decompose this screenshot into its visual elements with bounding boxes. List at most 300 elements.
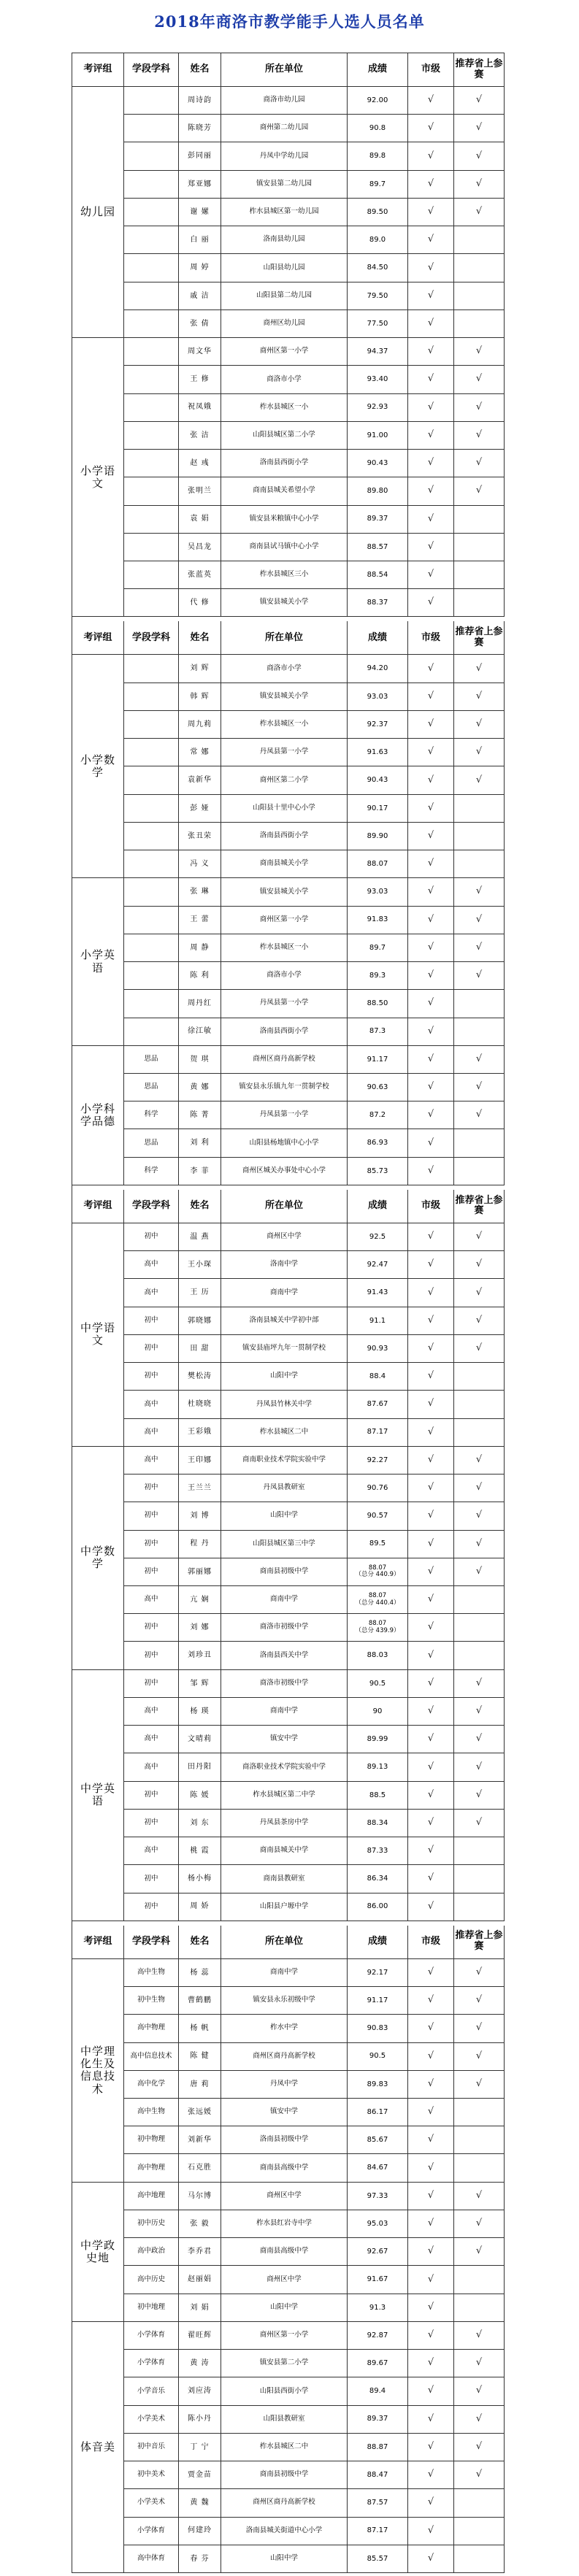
column-header-name: 姓名 <box>179 1190 221 1223</box>
name-cell: 张 琳 <box>179 878 221 906</box>
stage-cell: 初中 <box>124 1335 179 1363</box>
check-mark-icon: √ <box>427 1966 434 1977</box>
city-check-cell <box>408 142 454 170</box>
check-mark-icon: √ <box>475 1677 483 1688</box>
score-cell: 97.33 <box>348 2183 408 2210</box>
name-cell: 张明兰 <box>179 477 221 505</box>
prov-check-cell <box>454 199 505 226</box>
stage-cell <box>124 711 179 739</box>
unit-cell: 山阳县西街小学 <box>221 2377 348 2405</box>
name-cell: 刘 博 <box>179 1502 221 1530</box>
stage-cell: 高中信息技术 <box>124 2043 179 2071</box>
name-cell: 陈小丹 <box>179 2406 221 2434</box>
name-cell: 彭 娅 <box>179 795 221 823</box>
check-mark-icon: √ <box>475 1342 483 1354</box>
stage-cell <box>124 254 179 282</box>
check-mark-icon: √ <box>427 941 434 953</box>
column-header-prov: 推荐省上参赛 <box>454 1190 505 1223</box>
prov-check-cell <box>454 2545 505 2573</box>
check-mark-icon: √ <box>475 1286 483 1298</box>
check-mark-icon: √ <box>427 1258 434 1270</box>
score-cell: 89.99 <box>348 1726 408 1753</box>
check-mark-icon: √ <box>427 2077 434 2089</box>
name-cell: 亢 娴 <box>179 1586 221 1614</box>
column-header-group: 考评组 <box>72 1190 124 1223</box>
name-cell: 白 丽 <box>179 226 221 254</box>
stage-cell <box>124 142 179 170</box>
unit-cell: 商洛市小学 <box>221 366 348 393</box>
city-check-cell <box>408 1475 454 1502</box>
check-mark-icon: √ <box>427 122 434 134</box>
stage-cell: 高中体育 <box>124 2545 179 2573</box>
check-mark-icon: √ <box>427 2301 434 2312</box>
name-cell: 王兰兰 <box>179 1475 221 1502</box>
check-mark-icon: √ <box>475 718 483 730</box>
check-mark-icon: √ <box>475 1705 483 1717</box>
check-mark-icon: √ <box>427 997 434 1009</box>
unit-cell: 商南县城关希望小学 <box>221 477 348 505</box>
unit-cell: 丹凤中学 <box>221 2071 348 2099</box>
prov-check-cell <box>454 1335 505 1363</box>
prov-check-cell <box>454 1391 505 1418</box>
unit-cell: 商州区商丹高新学校 <box>221 1046 348 1074</box>
unit-cell: 商州区幼儿园 <box>221 310 348 338</box>
name-cell: 刘 娟 <box>179 2294 221 2322</box>
city-check-cell <box>408 422 454 450</box>
stage-cell: 小学体育 <box>124 2350 179 2377</box>
score-cell: 88.07 （总分 439.9） <box>348 1614 408 1642</box>
check-mark-icon: √ <box>427 289 434 301</box>
city-check-cell <box>408 2322 454 2350</box>
check-mark-icon: √ <box>427 1649 434 1661</box>
unit-cell: 丹凤县竹林关中学 <box>221 1391 348 1418</box>
prov-check-cell <box>454 934 505 962</box>
score-cell: 88.07 <box>348 850 408 878</box>
score-cell: 90.43 <box>348 450 408 477</box>
check-mark-icon: √ <box>427 512 434 524</box>
column-header-stage: 学段学科 <box>124 1926 179 1959</box>
column-header-score: 成绩 <box>348 53 408 87</box>
stage-cell: 初中 <box>124 1810 179 1837</box>
stage-cell <box>124 366 179 393</box>
score-cell: 88.07 （总分 440.4） <box>348 1586 408 1614</box>
check-mark-icon: √ <box>427 2273 434 2285</box>
score-cell: 86.17 <box>348 2099 408 2126</box>
city-check-cell <box>408 115 454 142</box>
score-cell: 91.00 <box>348 422 408 450</box>
unit-cell: 商南职业技术学院实验中学 <box>221 1447 348 1475</box>
score-cell: 92.00 <box>348 87 408 115</box>
score-cell: 94.37 <box>348 338 408 366</box>
stage-cell: 初中地理 <box>124 2294 179 2322</box>
stage-cell: 初中 <box>124 1307 179 1335</box>
name-cell: 周丹红 <box>179 990 221 1018</box>
name-cell: 张丑荣 <box>179 823 221 850</box>
check-mark-icon: √ <box>427 690 434 701</box>
check-mark-icon: √ <box>475 2329 483 2341</box>
stage-cell: 思品 <box>124 1074 179 1101</box>
city-check-cell <box>408 2043 454 2071</box>
name-cell: 刘珍丑 <box>179 1642 221 1669</box>
city-check-cell <box>408 394 454 422</box>
stage-cell <box>124 589 179 617</box>
city-check-cell <box>408 962 454 990</box>
score-cell: 93.03 <box>348 683 408 711</box>
unit-cell: 商南县高级中学 <box>221 2238 348 2266</box>
unit-cell: 镇安县永乐初级中学 <box>221 1987 348 2015</box>
talent-list-table <box>72 53 505 2573</box>
score-cell: 92.87 <box>348 2322 408 2350</box>
city-check-cell <box>408 1893 454 1921</box>
city-check-cell <box>408 1837 454 1865</box>
prov-check-cell <box>454 1279 505 1307</box>
prov-check-cell <box>454 2266 505 2294</box>
prov-check-cell <box>454 1670 505 1698</box>
city-check-cell <box>408 1419 454 1447</box>
check-mark-icon: √ <box>475 913 483 925</box>
check-mark-icon: √ <box>475 941 483 953</box>
prov-check-cell <box>454 2099 505 2126</box>
unit-cell: 镇安县城关小学 <box>221 878 348 906</box>
city-check-cell <box>408 2377 454 2405</box>
name-cell: 周诗韵 <box>179 87 221 115</box>
check-mark-icon: √ <box>475 2440 483 2452</box>
score-cell: 88.34 <box>348 1810 408 1837</box>
check-mark-icon: √ <box>475 485 483 496</box>
unit-cell: 洛南县西街小学 <box>221 450 348 477</box>
check-mark-icon: √ <box>475 1817 483 1829</box>
name-cell: 张远媛 <box>179 2099 221 2126</box>
name-cell: 刘 辉 <box>179 655 221 683</box>
prov-check-cell <box>454 683 505 711</box>
prov-check-cell <box>454 2071 505 2099</box>
check-mark-icon: √ <box>427 2245 434 2257</box>
stage-cell <box>124 823 179 850</box>
score-cell: 91.17 <box>348 1046 408 1074</box>
check-mark-icon: √ <box>427 1370 434 1382</box>
score-cell: 88.50 <box>348 990 408 1018</box>
city-check-cell <box>408 1018 454 1046</box>
prov-check-cell <box>454 2350 505 2377</box>
check-mark-icon: √ <box>475 969 483 981</box>
name-cell: 杨小梅 <box>179 1865 221 1893</box>
check-mark-icon: √ <box>475 1081 483 1093</box>
prov-check-cell <box>454 1101 505 1129</box>
score-cell: 88.37 <box>348 589 408 617</box>
stage-cell <box>124 422 179 450</box>
prov-check-cell <box>454 115 505 142</box>
stage-cell: 高中生物 <box>124 2099 179 2126</box>
unit-cell: 柞水县城区第二中学 <box>221 1782 348 1810</box>
city-check-cell <box>408 199 454 226</box>
check-mark-icon: √ <box>475 2245 483 2257</box>
score-cell: 93.40 <box>348 366 408 393</box>
check-mark-icon: √ <box>427 1231 434 1242</box>
group-cell: 小学语文 <box>72 338 124 617</box>
city-check-cell <box>408 934 454 962</box>
city-check-cell <box>408 561 454 589</box>
stage-cell <box>124 506 179 534</box>
check-mark-icon: √ <box>427 2189 434 2201</box>
score-cell: 88.57 <box>348 534 408 561</box>
score-cell: 88.87 <box>348 2434 408 2461</box>
name-cell: 贾金苗 <box>179 2461 221 2489</box>
stage-cell: 高中政治 <box>124 2238 179 2266</box>
name-cell: 周文华 <box>179 338 221 366</box>
check-mark-icon: √ <box>427 1025 434 1037</box>
check-mark-icon: √ <box>427 485 434 496</box>
prov-check-cell <box>454 282 505 310</box>
stage-cell: 高中物理 <box>124 2015 179 2042</box>
name-cell: 田丹阳 <box>179 1753 221 1781</box>
unit-cell: 柞水县城区一小 <box>221 711 348 739</box>
unit-cell: 商洛市幼儿园 <box>221 87 348 115</box>
check-mark-icon: √ <box>475 2022 483 2034</box>
check-mark-icon: √ <box>475 122 483 134</box>
city-check-cell <box>408 1987 454 2015</box>
stage-cell: 初中 <box>124 1782 179 1810</box>
stage-cell <box>124 655 179 683</box>
check-mark-icon: √ <box>427 1164 434 1176</box>
check-mark-icon: √ <box>427 2106 434 2118</box>
check-mark-icon: √ <box>427 1286 434 1298</box>
name-cell: 刘应涛 <box>179 2377 221 2405</box>
name-cell: 王 修 <box>179 366 221 393</box>
city-check-cell <box>408 534 454 561</box>
unit-cell: 山阳中学 <box>221 2545 348 2573</box>
score-cell: 89.7 <box>348 171 408 199</box>
check-mark-icon: √ <box>427 718 434 730</box>
unit-cell: 洛南县西街小学 <box>221 1018 348 1046</box>
city-check-cell <box>408 1642 454 1669</box>
prov-check-cell <box>454 589 505 617</box>
city-check-cell <box>408 2126 454 2154</box>
stage-cell <box>124 87 179 115</box>
check-mark-icon: √ <box>475 746 483 758</box>
column-header-score: 成绩 <box>348 1190 408 1223</box>
unit-cell: 商州区第一小学 <box>221 338 348 366</box>
unit-cell: 山阳县第二幼儿园 <box>221 282 348 310</box>
score-cell: 89.50 <box>348 199 408 226</box>
unit-cell: 洛南县幼儿园 <box>221 226 348 254</box>
score-cell: 85.57 <box>348 2545 408 2573</box>
stage-cell: 初中 <box>124 1865 179 1893</box>
prov-check-cell <box>454 1447 505 1475</box>
score-cell: 91.67 <box>348 2266 408 2294</box>
name-cell: 郭丽娜 <box>179 1558 221 1586</box>
prov-check-cell <box>454 2043 505 2071</box>
unit-cell: 商南县城关小学 <box>221 850 348 878</box>
prov-check-cell <box>454 1642 505 1669</box>
city-check-cell <box>408 655 454 683</box>
stage-cell <box>124 534 179 561</box>
city-check-cell <box>408 87 454 115</box>
score-cell: 89.0 <box>348 226 408 254</box>
score-cell: 91.63 <box>348 739 408 766</box>
check-mark-icon: √ <box>427 345 434 357</box>
score-cell: 89.83 <box>348 2071 408 2099</box>
city-check-cell <box>408 1726 454 1753</box>
prov-check-cell <box>454 2238 505 2266</box>
check-mark-icon: √ <box>427 1137 434 1148</box>
prov-check-cell <box>454 1614 505 1642</box>
score-cell: 93.03 <box>348 878 408 906</box>
stage-cell: 高中 <box>124 1726 179 1753</box>
column-header-group: 考评组 <box>72 621 124 655</box>
score-cell: 90.5 <box>348 1670 408 1698</box>
city-check-cell <box>408 1614 454 1642</box>
unit-cell: 商州区第二小学 <box>221 766 348 794</box>
stage-cell <box>124 561 179 589</box>
score-cell: 91.43 <box>348 1279 408 1307</box>
check-mark-icon: √ <box>427 801 434 813</box>
name-cell: 陈晓芳 <box>179 115 221 142</box>
score-cell: 88.4 <box>348 1363 408 1391</box>
column-header-prov: 推荐省上参赛 <box>454 1926 505 1959</box>
check-mark-icon: √ <box>475 2189 483 2201</box>
check-mark-icon: √ <box>427 540 434 552</box>
city-check-cell <box>408 1335 454 1363</box>
name-cell: 黄 魏 <box>179 2489 221 2517</box>
score-cell: 89.90 <box>348 823 408 850</box>
city-check-cell <box>408 2350 454 2377</box>
unit-cell: 商州区中学 <box>221 2266 348 2294</box>
unit-cell: 柞水县城区二中 <box>221 2434 348 2461</box>
check-mark-icon: √ <box>427 457 434 469</box>
unit-cell: 商州区商丹高新学校 <box>221 2043 348 2071</box>
stage-cell: 初中 <box>124 1223 179 1251</box>
name-cell: 徐江敏 <box>179 1018 221 1046</box>
unit-cell: 商洛市小学 <box>221 655 348 683</box>
prov-check-cell <box>454 422 505 450</box>
score-cell: 86.93 <box>348 1129 408 1157</box>
name-cell: 冯 义 <box>179 850 221 878</box>
group-cell: 中学数学 <box>72 1447 124 1670</box>
city-check-cell <box>408 1782 454 1810</box>
name-cell: 袁 娟 <box>179 506 221 534</box>
unit-cell: 商南县高级中学 <box>221 2154 348 2182</box>
stage-cell: 小学体育 <box>124 2518 179 2545</box>
stage-cell: 高中 <box>124 1279 179 1307</box>
city-check-cell <box>408 2238 454 2266</box>
unit-cell: 丹凤县第一小学 <box>221 990 348 1018</box>
score-cell: 90.57 <box>348 1502 408 1530</box>
score-cell: 91.3 <box>348 2294 408 2322</box>
prov-check-cell <box>454 1419 505 1447</box>
check-mark-icon: √ <box>427 1817 434 1829</box>
unit-cell: 商州第二幼儿园 <box>221 115 348 142</box>
prov-check-cell <box>454 1726 505 1753</box>
check-mark-icon: √ <box>475 373 483 385</box>
check-mark-icon: √ <box>427 746 434 758</box>
prov-check-cell <box>454 310 505 338</box>
prov-check-cell <box>454 2015 505 2042</box>
unit-cell: 洛南县城关街道中心小学 <box>221 2518 348 2545</box>
unit-cell: 商洛市初级中学 <box>221 1670 348 1698</box>
city-check-cell <box>408 450 454 477</box>
city-check-cell <box>408 739 454 766</box>
score-cell: 90.83 <box>348 2015 408 2042</box>
group-cell: 中学英语 <box>72 1670 124 1921</box>
unit-cell: 柞水中学 <box>221 2015 348 2042</box>
unit-cell: 镇安县第二小学 <box>221 2350 348 2377</box>
check-mark-icon: √ <box>427 858 434 869</box>
check-mark-icon: √ <box>475 774 483 785</box>
stage-cell: 高中 <box>124 1698 179 1726</box>
column-header-prov: 推荐省上参赛 <box>454 621 505 655</box>
stage-cell: 初中 <box>124 1642 179 1669</box>
name-cell: 邹 辉 <box>179 1670 221 1698</box>
city-check-cell <box>408 2461 454 2489</box>
column-header-unit: 所在单位 <box>221 621 348 655</box>
name-cell: 黄 娜 <box>179 1074 221 1101</box>
check-mark-icon: √ <box>427 1872 434 1884</box>
city-check-cell <box>408 1959 454 1987</box>
name-cell: 张 毅 <box>179 2210 221 2238</box>
prov-check-cell <box>454 1223 505 1251</box>
unit-cell: 镇安中学 <box>221 1726 348 1753</box>
unit-cell: 柞水县城区第一幼儿园 <box>221 199 348 226</box>
check-mark-icon: √ <box>475 428 483 440</box>
check-mark-icon: √ <box>427 1788 434 1800</box>
score-cell: 87.57 <box>348 2489 408 2517</box>
name-cell: 郑亚娜 <box>179 171 221 199</box>
prov-check-cell <box>454 1307 505 1335</box>
score-cell: 92.67 <box>348 2238 408 2266</box>
check-mark-icon: √ <box>427 206 434 218</box>
name-cell: 李乔君 <box>179 2238 221 2266</box>
city-check-cell <box>408 366 454 393</box>
stage-cell <box>124 766 179 794</box>
column-header-score: 成绩 <box>348 621 408 655</box>
city-check-cell <box>408 795 454 823</box>
name-cell: 丁 宁 <box>179 2434 221 2461</box>
name-cell: 贺 琪 <box>179 1046 221 1074</box>
prov-check-cell <box>454 1475 505 1502</box>
prov-check-cell <box>454 2406 505 2434</box>
column-header-name: 姓名 <box>179 1926 221 1959</box>
stage-cell: 初中物理 <box>124 2126 179 2154</box>
score-cell: 90.63 <box>348 1074 408 1101</box>
city-check-cell <box>408 226 454 254</box>
check-mark-icon: √ <box>427 94 434 106</box>
name-cell: 郭晓娜 <box>179 1307 221 1335</box>
stage-cell: 科学 <box>124 1101 179 1129</box>
prov-check-cell <box>454 907 505 934</box>
stage-cell: 高中 <box>124 1447 179 1475</box>
stage-cell: 高中化学 <box>124 2071 179 2099</box>
check-mark-icon: √ <box>427 885 434 897</box>
unit-cell: 商州区第一小学 <box>221 2322 348 2350</box>
name-cell: 谢 嫘 <box>179 199 221 226</box>
check-mark-icon: √ <box>475 1966 483 1977</box>
name-cell: 王 蕾 <box>179 907 221 934</box>
city-check-cell <box>408 1391 454 1418</box>
score-cell: 90.17 <box>348 795 408 823</box>
stage-cell: 思品 <box>124 1129 179 1157</box>
name-cell: 马尔博 <box>179 2183 221 2210</box>
unit-cell: 镇安县城关小学 <box>221 589 348 617</box>
stage-cell <box>124 990 179 1018</box>
unit-cell: 柞水县城区一小 <box>221 394 348 422</box>
check-mark-icon: √ <box>475 2077 483 2089</box>
unit-cell: 商南县初级中学 <box>221 1558 348 1586</box>
city-check-cell <box>408 2266 454 2294</box>
stage-cell: 高中 <box>124 1586 179 1614</box>
prov-check-cell <box>454 1074 505 1101</box>
stage-cell: 高中历史 <box>124 2266 179 2294</box>
stage-cell: 初中美术 <box>124 2461 179 2489</box>
